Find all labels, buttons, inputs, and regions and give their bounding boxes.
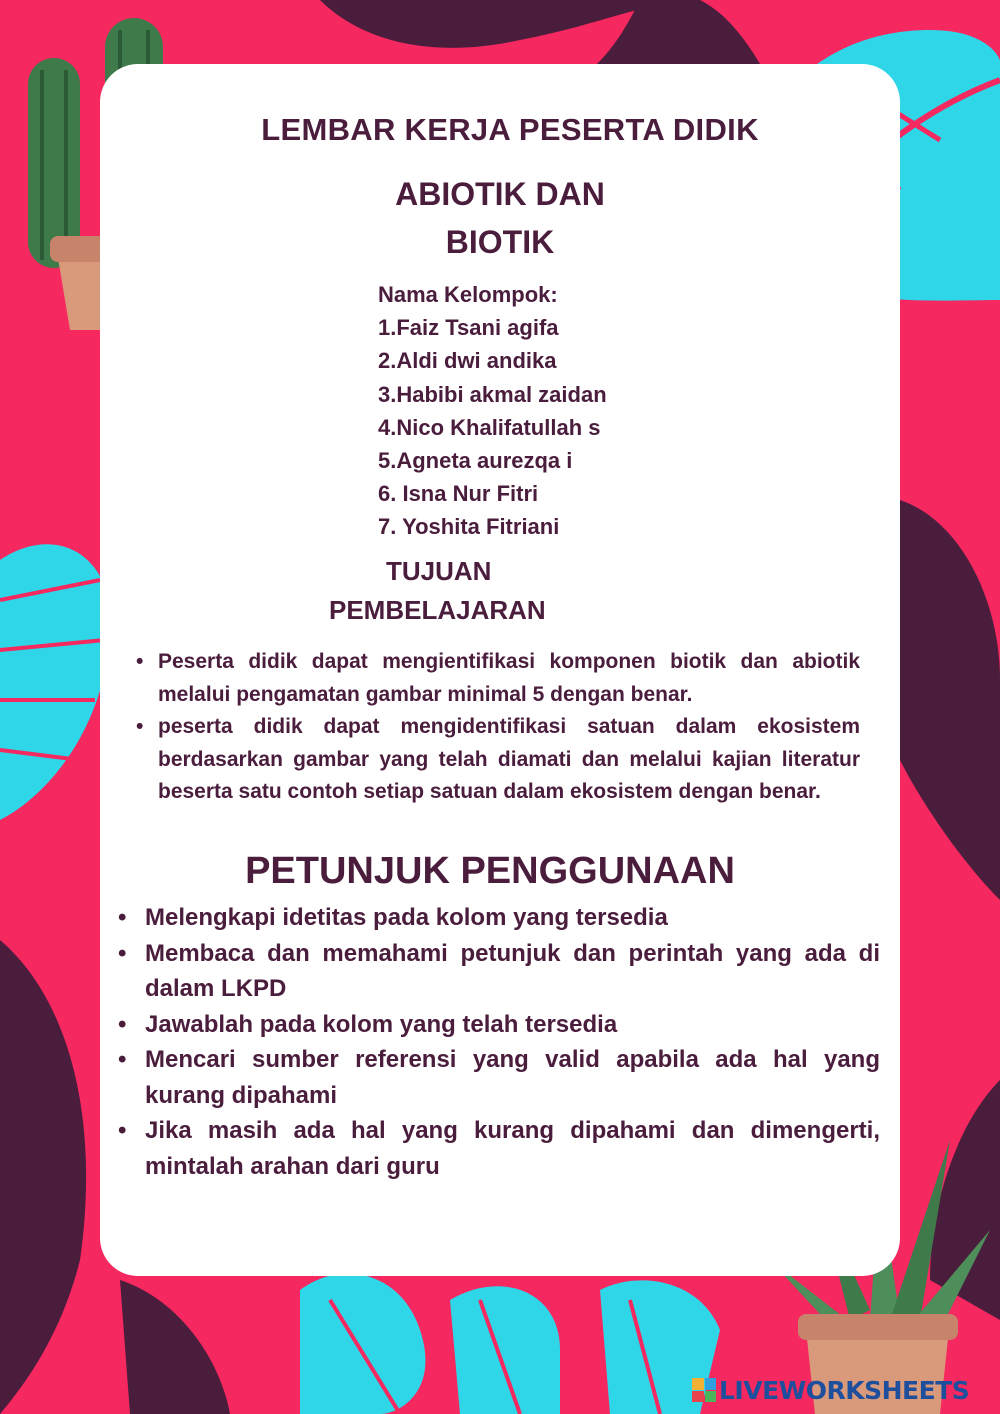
instructions-list (118, 900, 880, 1184)
instruction-item: • Jika masih ada hal yang kurang dipahami dan dimengerti, mintalah arahan dari guru (118, 1113, 880, 1184)
objectives-heading-line-2: PEMBELAJARAN (329, 595, 546, 625)
dark-leaf-left (0, 940, 86, 1414)
group-member: 4.Nico Khalifatullah s (378, 414, 601, 440)
instruction-item: • Jawablah pada kolom yang telah tersedia (118, 1007, 880, 1043)
dark-leaf-right (900, 500, 1000, 900)
liveworksheets-logo[interactable] (692, 1376, 969, 1404)
cyan-leaves-bottom (300, 1274, 720, 1414)
objectives-heading-line-1: TUJUAN (386, 556, 492, 586)
objectives-list (136, 646, 860, 809)
instructions-heading: PETUNJUK PENGGUNAAN (245, 850, 735, 892)
group-member: 7. Yoshita Fitriani (378, 514, 560, 540)
fern-leaf-left (0, 544, 111, 820)
group-member: 6. Isna Nur Fitri (378, 481, 539, 507)
group-member: 3.Habibi akmal zaidan (378, 381, 607, 407)
liveworksheets-logo-icon (692, 1378, 716, 1402)
instruction-item: • Melengkapi idetitas pada kolom yang tersedia (118, 900, 880, 936)
objective-item: • peserta didik dapat mengidentifikasi satuan dalam ekosistem berdasarkan gambar yang telah diamati dan melalui kajian literatur beserta satu contoh setiap satuan dalam ekosistem dengan benar. (136, 711, 860, 809)
group-label: Nama Kelompok: (378, 282, 558, 307)
group-member: 5.Agneta aurezqa i (378, 448, 573, 474)
instruction-item: • Mencari sumber referensi yang valid apabila ada hal yang kurang dipahami (118, 1042, 880, 1113)
page-title: LEMBAR KERJA PESERTA DIDIK (261, 112, 759, 147)
dark-leaf-right-lower (930, 1080, 1000, 1320)
subtitle-line-2: BIOTIK (445, 224, 555, 260)
dark-leaf-bottom-left (120, 1280, 230, 1414)
objective-item: • Peserta didik dapat mengientifikasi komponen biotik dan abiotik melalui pengamatan gambar minimal 5 dengan benar. (136, 646, 860, 711)
group-members-block (378, 278, 607, 544)
liveworksheets-logo-text: LIVEWORKSHEETS (719, 1375, 970, 1405)
subtitle-line-1: ABIOTIK DAN (395, 176, 605, 212)
instruction-item: • Membaca dan memahami petunjuk dan perintah yang ada di dalam LKPD (118, 936, 880, 1007)
group-member: 2.Aldi dwi andika (378, 348, 557, 374)
group-member: 1.Faiz Tsani agifa (378, 315, 559, 341)
